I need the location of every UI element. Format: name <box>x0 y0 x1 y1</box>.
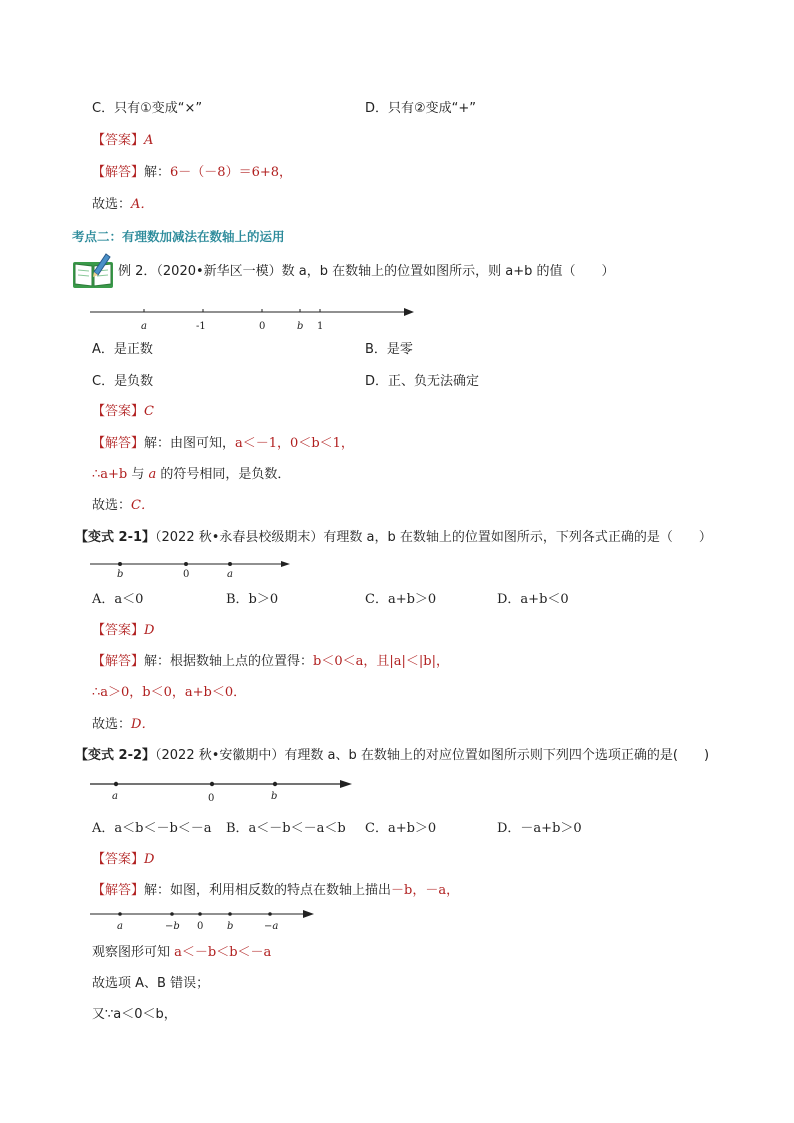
example2-solution <box>92 435 354 453</box>
axis-label-a: a <box>141 321 147 332</box>
observe-prefix: 观察图形可知 <box>92 945 175 960</box>
text-same-sign: 的符号相同，是负数． <box>156 467 291 482</box>
example2-stem: 例 2．（2020•新华区一模）数 a，b 在数轴上的位置如图所示，则 a+b 的值（ ） <box>118 264 615 279</box>
variant22-solution <box>92 882 459 900</box>
answer-value: A <box>144 133 154 148</box>
solution-line-1 <box>92 164 292 182</box>
answer-tag: 【答案】 <box>92 852 145 867</box>
example2-option-a: A．是正数 <box>92 342 153 357</box>
axis2-label-b: b <box>227 921 234 932</box>
conclusion-prefix: 故选： <box>92 197 132 212</box>
conclusion-value: D． <box>131 717 155 732</box>
variant21-option-b: B．b＞0 <box>226 592 279 607</box>
variant21-solution-line2: ∴a＞0，b＜0，a+b＜0． <box>92 685 247 700</box>
variant21-option-c: C．a+b＞0 <box>365 592 437 607</box>
variant21-option-d: D．a+b＜0 <box>497 592 569 607</box>
answer-value: D <box>144 852 155 867</box>
axis2-label-neg-a: −a <box>264 921 279 932</box>
variant21-solution <box>92 653 449 671</box>
axis-label-0: 0 <box>208 793 215 804</box>
variant22-option-b: B．a＜－b＜－a＜b <box>226 821 346 836</box>
solution-tag: 【解答】 <box>92 883 145 898</box>
options-ab-wrong: 故选项 A、B 错误； <box>92 976 210 991</box>
variant22-tag: 【变式 2-2】 <box>75 748 156 763</box>
variant21-text: （2022 秋•永春县校级期末）有理数 a，b 在数轴上的位置如图所示，下列各式正确的是（ ） <box>155 530 712 545</box>
axis-label-b: b <box>117 569 124 580</box>
variant22-option-c: C．a+b＞0 <box>365 821 437 836</box>
variant22-text: （2022 秋•安徽期中）有理数 a、b 在数轴上的对应位置如图所示则下列四个选项正确的是( ) <box>155 748 710 763</box>
variant21-stem <box>75 529 712 547</box>
conclusion-prefix: 故选： <box>92 498 132 513</box>
text-with: 与 <box>127 467 149 482</box>
solution-expr: －b，－a， <box>391 883 460 898</box>
number-line-variant21 <box>88 558 298 584</box>
conclusion-prefix: 故选： <box>92 717 132 732</box>
answer-tag: 【答案】 <box>92 133 145 148</box>
axis-label-neg1: -1 <box>196 321 206 332</box>
solution-tag: 【解答】 <box>92 654 145 669</box>
variant22-answer <box>92 851 154 869</box>
conclusion-line-1 <box>92 196 153 214</box>
option-d: D．只有②变成“+” <box>365 101 477 116</box>
axis2-label-neg-b: −b <box>165 921 180 932</box>
variant21-answer <box>92 622 154 640</box>
solution-prefix: 解：如图，利用相反数的特点在数轴上描出 <box>144 883 392 898</box>
example2-option-b: B．是零 <box>365 342 413 357</box>
conclusion-value: A． <box>131 197 154 212</box>
conclusion-value: C． <box>131 498 154 513</box>
number-line-solution <box>88 906 318 934</box>
solution-tag: 【解答】 <box>92 165 145 180</box>
book-pencil-icon <box>72 252 116 290</box>
observe-expr: a＜－b＜b＜－a <box>174 945 272 960</box>
variant22-stem <box>75 747 709 765</box>
axis-label-1: 1 <box>317 321 324 332</box>
number-line-variant22 <box>88 777 358 805</box>
answer-value: D <box>144 623 155 638</box>
solution-prefix: 解：由图可知， <box>144 436 236 451</box>
variant22-option-d: D．－a+b＞0 <box>497 821 582 836</box>
axis-label-b: b <box>271 791 278 802</box>
observe-line <box>92 944 271 962</box>
variant21-option-a: A．a＜0 <box>92 592 144 607</box>
last-line: 又∵a＜0＜b， <box>92 1007 177 1022</box>
answer-line-1 <box>92 132 153 150</box>
expr-a-plus-b: ∴a+b <box>92 467 128 482</box>
variant22-option-a: A．a＜b＜－b＜－a <box>92 821 212 836</box>
example2-option-d: D．正、负无法确定 <box>365 374 480 389</box>
axis2-label-a: a <box>117 921 123 932</box>
solution-prefix: 解： <box>144 165 171 180</box>
axis-label-a: a <box>227 569 233 580</box>
variant21-conclusion <box>92 716 154 734</box>
answer-tag: 【答案】 <box>92 404 145 419</box>
axis-label-b: b <box>297 321 304 332</box>
option-c: C．只有①变成“×” <box>92 101 203 116</box>
axis-label-0: 0 <box>183 569 190 580</box>
number-line-example2 <box>88 302 418 334</box>
solution-expr: 6－（－8）＝6+8， <box>170 165 293 180</box>
expr-a: a <box>148 467 157 482</box>
example2-answer <box>92 403 154 421</box>
solution-tag: 【解答】 <box>92 436 145 451</box>
axis-label-a: a <box>112 791 118 802</box>
solution-expr: b＜0＜a，且|a|＜|b|， <box>313 654 449 669</box>
solution-prefix: 解：根据数轴上点的位置得： <box>144 654 314 669</box>
axis-label-0: 0 <box>259 321 266 332</box>
answer-value: C <box>144 404 154 419</box>
example2-option-c: C．是负数 <box>92 374 154 389</box>
axis2-label-0: 0 <box>197 921 204 932</box>
variant21-tag: 【变式 2-1】 <box>75 530 156 545</box>
section-title: 考点二：有理数加减法在数轴上的运用 <box>72 229 285 244</box>
example2-solution-line2 <box>92 466 290 484</box>
solution-expr: a＜－1，0＜b＜1， <box>235 436 354 451</box>
answer-tag: 【答案】 <box>92 623 145 638</box>
example2-conclusion <box>92 497 154 515</box>
